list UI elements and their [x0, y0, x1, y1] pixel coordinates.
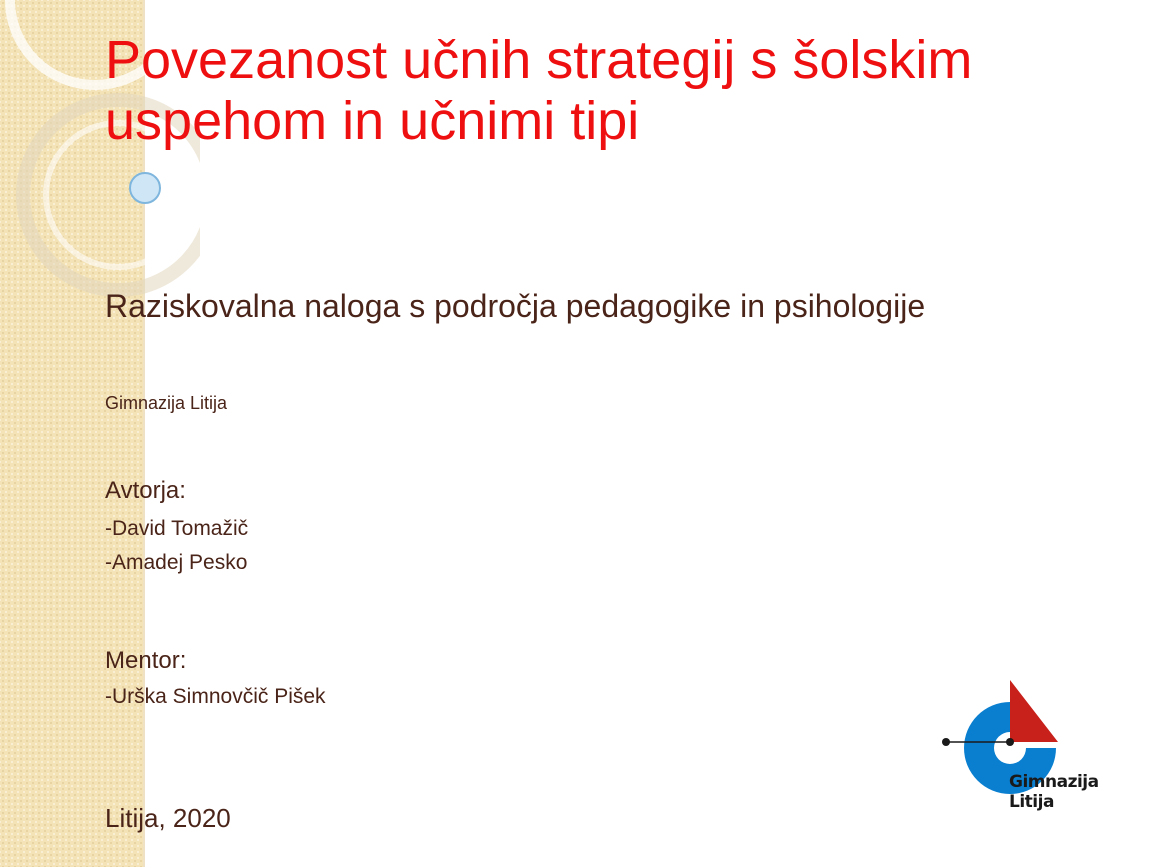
author-item: -David Tomažič	[105, 517, 249, 540]
place-date: Litija, 2020	[105, 803, 231, 833]
mentor-heading: Mentor:	[105, 647, 187, 674]
logo-text-line1: Gimnazija	[1009, 772, 1099, 792]
author-item: -Amadej Pesko	[105, 551, 248, 574]
logo-text-line2: Litija	[1009, 792, 1054, 812]
authors-list	[105, 512, 248, 580]
mentor-name: -Urška Simnovčič Pišek	[105, 685, 326, 708]
authors-heading: Avtorja:	[105, 477, 186, 504]
slide-title: Povezanost učnih strategij s šolskim uspehom in učnimi tipi	[105, 30, 973, 151]
logo-text	[1009, 772, 1099, 812]
slide-subtitle: Raziskovalna naloga s področja pedagogike in psihologije	[105, 288, 926, 324]
school-name: Gimnazija Litija	[105, 393, 228, 413]
